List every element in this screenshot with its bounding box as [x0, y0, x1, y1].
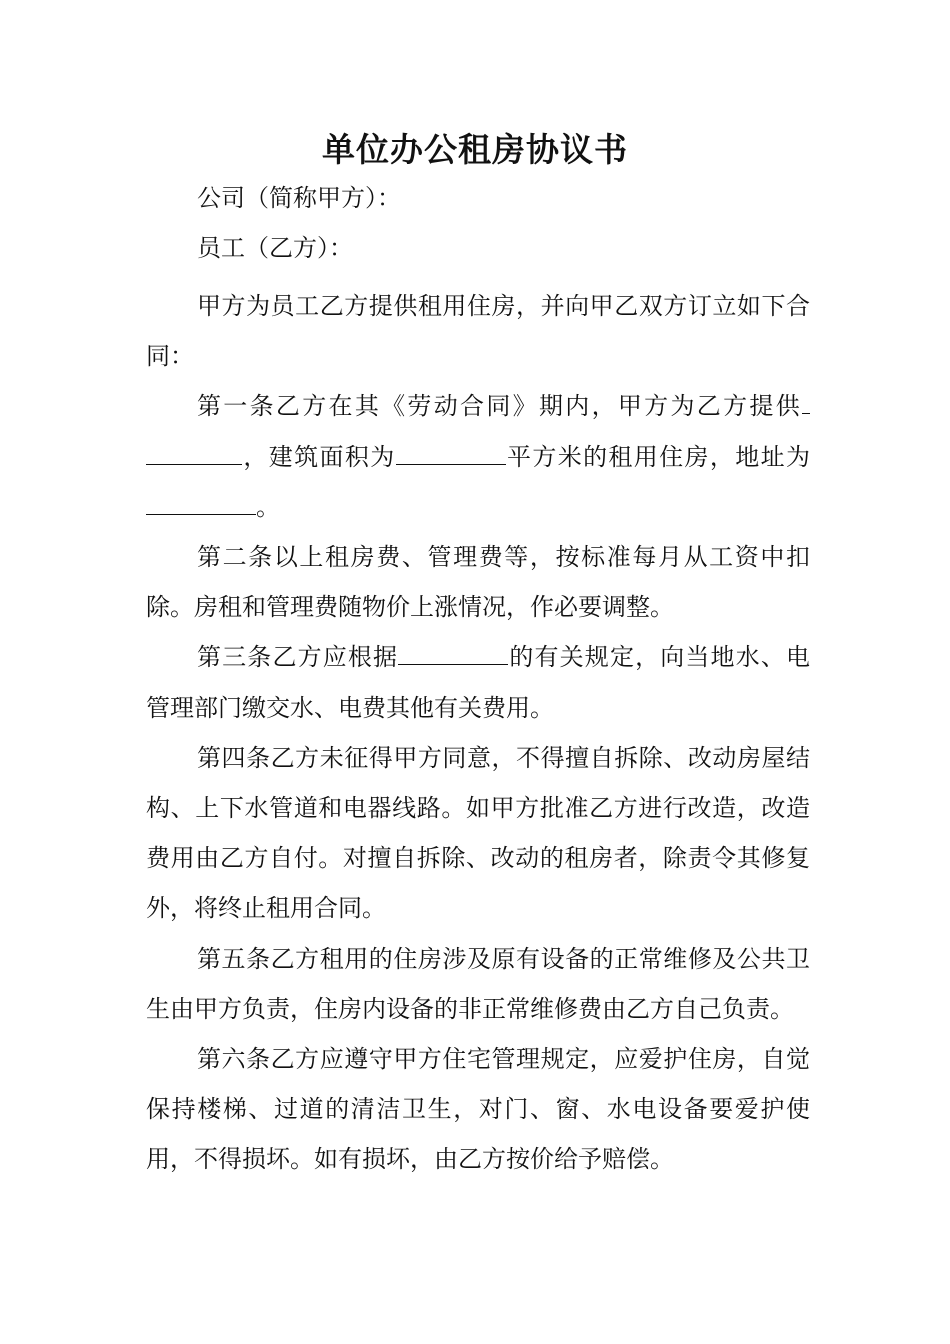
party-a-line: 公司（简称甲方）： — [197, 184, 401, 212]
fill-blank-address — [146, 490, 256, 515]
fill-blank-housing-type — [802, 389, 810, 414]
article-6: 第六条乙方应遵守甲方住宅管理规定，应爱护住房，自觉保持楼梯、过道的清洁卫生，对门、窗、水电设备要爱护使用，不得损坏。如有损坏，由乙方按价给予赔偿。 — [146, 1045, 810, 1174]
article-3-text-1: 第三条乙方应根据 — [197, 643, 399, 672]
article-1 — [146, 381, 810, 532]
preamble-paragraph: 甲方为员工乙方提供租用住房，并向甲乙双方订立如下合同： — [146, 292, 810, 371]
article-5: 第五条乙方租用的住房涉及原有设备的正常维修及公共卫生由甲方负责，住房内设备的非正常维修费由乙方自己负责。 — [146, 944, 810, 1023]
document-title: 单位办公租房协议书 — [322, 130, 628, 169]
article-1-text-2: ，建筑面积为 — [242, 442, 396, 471]
fill-blank-housing-type-cont — [146, 440, 242, 465]
document-body — [146, 281, 810, 1185]
article-4: 第四条乙方未征得甲方同意，不得擅自拆除、改动房屋结构、上下水管道和电器线路。如甲方批准乙方进行改造，改造费用由乙方自付。对擅自拆除、改动的租房者，除责令其修复外，将终止租用合同。 — [146, 743, 810, 923]
fill-blank-area — [396, 440, 506, 465]
article-3 — [146, 632, 810, 732]
article-3-text-2: 的有关规定，向当地水、电管理部门缴交水、电费其他有关费用。 — [146, 643, 811, 722]
article-2: 第二条以上租房费、管理费等，按标准每月从工资中扣除。房租和管理费随物价上涨情况，作必要调整。 — [146, 543, 810, 622]
article-1-text-1: 第一条乙方在其《劳动合同》期内，甲方为乙方提供 — [197, 392, 802, 421]
article-1-text-4: 。 — [256, 492, 280, 521]
party-b-line: 员工（乙方）： — [197, 234, 353, 262]
fill-blank-regulation — [398, 640, 508, 665]
article-1-text-3: 平方米的租用住房，地址为 — [505, 442, 811, 471]
